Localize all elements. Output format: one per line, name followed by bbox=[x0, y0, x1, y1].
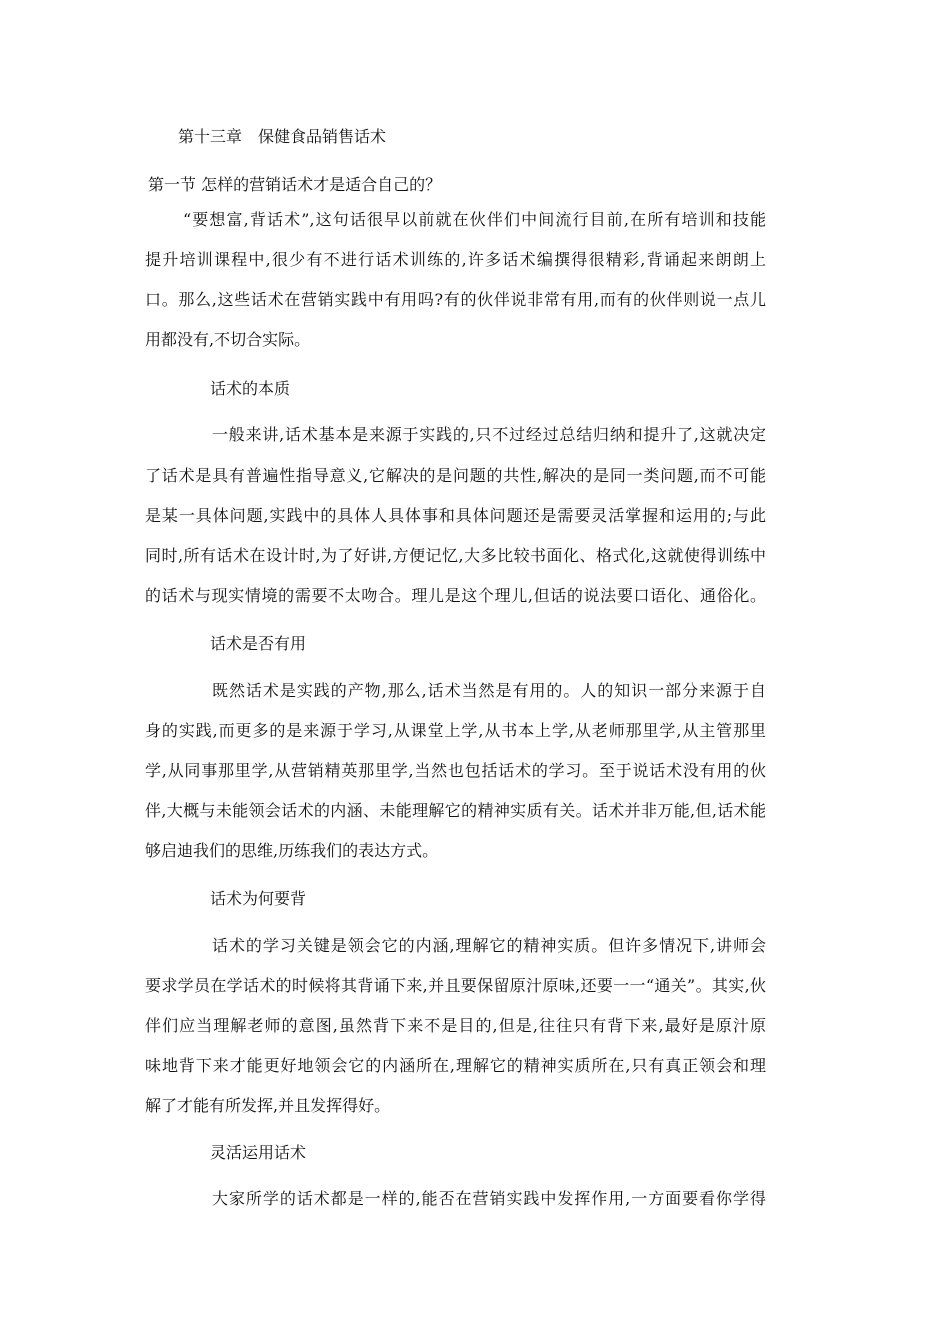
section-title: 第一节 怎样的营销话术才是适合自己的？ bbox=[148, 175, 442, 194]
paragraph-line: 身的实践,而更多的是来源于学习,从课堂上学,从书本上学,从老师那里学,从主管那里 bbox=[145, 721, 766, 740]
subheading: 话术的本质 bbox=[210, 379, 291, 398]
paragraph-line: 提升培训课程中,很少有不进行话术训练的,许多话术编撰得很精彩,背诵起来朗朗上 bbox=[145, 250, 766, 269]
paragraph-line: 了话术是具有普遍性指导意义,它解决的是问题的共性,解决的是同一类问题,而不可能 bbox=[145, 466, 766, 485]
chapter-title: 第十三章 保健食品销售话术 bbox=[178, 127, 387, 146]
paragraph-line: 的话术与现实情境的需要不太吻合。理儿是这个理儿,但话的说法要口语化、通俗化。 bbox=[145, 586, 766, 605]
paragraph-line: 伴们应当理解老师的意图,虽然背下来不是目的,但是,往往只有背下来,最好是原汁原 bbox=[145, 1016, 766, 1035]
paragraph-line: 味地背下来才能更好地领会它的内涵所在,理解它的精神实质所在,只有真正领会和理 bbox=[145, 1056, 766, 1075]
paragraph-line: 伴,大概与未能领会话术的内涵、未能理解它的精神实质有关。话术并非万能,但,话术能 bbox=[145, 801, 766, 820]
paragraph-line: 一般来讲,话术基本是来源于实践的,只不过经过总结归纳和提升了,这就决定 bbox=[212, 425, 766, 444]
paragraph-line: “要想富,背话术”,这句话很早以前就在伙伴们中间流行目前,在所有培训和技能 bbox=[183, 210, 766, 229]
paragraph-line: 是某一具体问题,实践中的具体人具体事和具体问题还是需要灵活掌握和运用的;与此 bbox=[145, 506, 766, 525]
paragraph-line: 够启迪我们的思维,历练我们的表达方式。 bbox=[145, 841, 439, 860]
paragraph-line: 既然话术是实践的产物,那么,话术当然是有用的。人的知识一部分来源于自 bbox=[212, 681, 766, 700]
paragraph-line: 大家所学的话术都是一样的,能否在营销实践中发挥作用,一方面要看你学得 bbox=[212, 1189, 766, 1208]
subheading: 话术为何要背 bbox=[210, 889, 307, 908]
paragraph-line: 学,从同事那里学,从营销精英那里学,当然也包括话术的学习。至于说话术没有用的伙 bbox=[145, 761, 766, 780]
paragraph-line: 同时,所有话术在设计时,为了好讲,方便记忆,大多比较书面化、格式化,这就使得训练中 bbox=[145, 546, 766, 565]
paragraph-line: 要求学员在学话术的时候将其背诵下来,并且要保留原汁原味,还要一一“通关”。其实,伙 bbox=[145, 976, 766, 995]
paragraph-line: 用都没有,不切合实际。 bbox=[145, 330, 311, 349]
paragraph-line: 话术的学习关键是领会它的内涵,理解它的精神实质。但许多情况下,讲师会 bbox=[212, 936, 766, 955]
subheading: 灵活运用话术 bbox=[210, 1143, 307, 1162]
paragraph-line: 口。那么,这些话术在营销实践中有用吗?有的伙伴说非常有用,而有的伙伴则说一点儿 bbox=[145, 290, 766, 309]
paragraph-line: 解了才能有所发挥,并且发挥得好。 bbox=[145, 1096, 391, 1115]
subheading: 话术是否有用 bbox=[210, 634, 307, 653]
